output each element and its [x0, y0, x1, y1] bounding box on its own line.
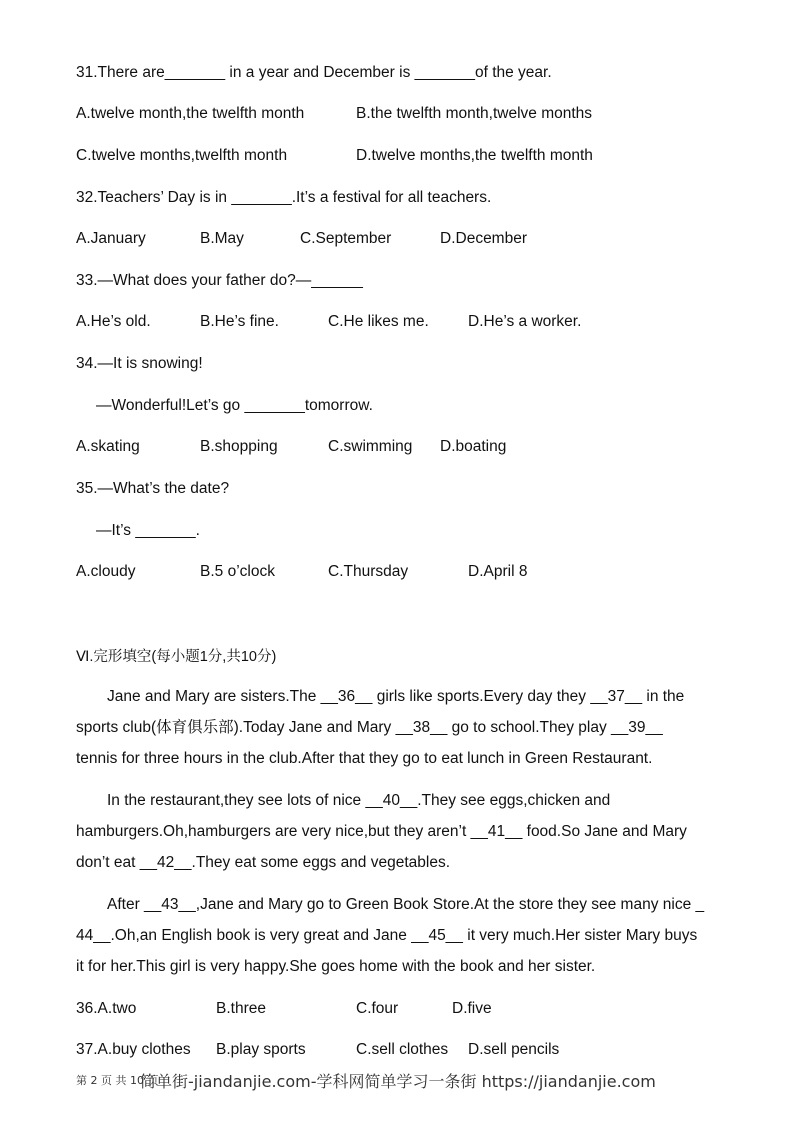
q37-option-c: C.sell clothes: [356, 1041, 449, 1058]
passage-p1-line1: [107, 687, 684, 707]
q32-option-a: A.January: [76, 230, 146, 247]
text: After: [107, 896, 145, 913]
text: don’t eat: [76, 854, 140, 871]
section-6-title: Ⅵ.完形填空(每小题1分,共10分): [76, 649, 277, 665]
blank-43: __43__: [144, 896, 196, 913]
text: in the: [642, 688, 685, 705]
q32-option-b: B.May: [200, 230, 244, 247]
q33-option-d: D.He’s a worker.: [468, 313, 582, 330]
passage-p2-line1: [107, 791, 610, 811]
blank-37: __37__: [590, 688, 643, 705]
q36-option-d: D.five: [452, 1000, 492, 1017]
q34-option-d: D.boating: [440, 438, 507, 455]
q31-option-b: B.the twelfth month,twelve months: [356, 105, 593, 122]
q31-option-a: A.twelve month,the twelfth month: [76, 105, 305, 122]
blank-39: __39__: [611, 719, 663, 736]
q34-option-a: A.skating: [76, 438, 140, 455]
q35-option-a: A.cloudy: [76, 563, 136, 580]
passage-p1-line2: [76, 718, 663, 738]
q31-option-d: D.twelve months,the twelfth month: [356, 147, 593, 164]
page-number: 第 2 页 共 10 页: [76, 1074, 159, 1087]
q37-option-d: D.sell pencils: [468, 1041, 560, 1058]
question-35-reply: —It’s _______.: [96, 522, 200, 539]
q34-option-c: C.swimming: [328, 438, 413, 455]
text: .They see eggs,chicken and: [417, 792, 611, 809]
text: In the restaurant,they see lots of nice: [107, 792, 366, 809]
text: Jane and Mary are sisters.The: [107, 688, 321, 705]
blank-42: __42__: [139, 854, 192, 871]
q36-option-c: C.four: [356, 1000, 399, 1017]
blank-40: __40__: [365, 792, 418, 809]
q32-option-d: D.December: [440, 230, 527, 247]
passage-p3-line1: [107, 895, 704, 915]
question-32-stem: 32.Teachers’ Day is in _______.It’s a festival for all teachers.: [76, 189, 492, 206]
text: girls like sports.Every day they: [372, 688, 591, 705]
text: .Oh,an English book is very great and Jane: [110, 927, 412, 944]
question-34-stem: 34.—It is snowing!: [76, 355, 203, 372]
question-35-stem: 35.—What’s the date?: [76, 480, 230, 497]
text: it very much.Her sister Mary buys: [462, 927, 698, 944]
blank-38: __38__: [395, 719, 448, 736]
q32-option-c: C.September: [300, 230, 392, 247]
q36-option-a: 36.A.two: [76, 1000, 137, 1017]
question-33-stem: 33.—What does your father do?—______: [76, 272, 363, 289]
passage-p2-line3: [76, 853, 450, 873]
blank-45: __45__: [411, 927, 463, 944]
q31-option-c: C.twelve months,twelfth month: [76, 147, 288, 164]
text: hamburgers.Oh,hamburgers are very nice,but they aren’t: [76, 823, 471, 840]
q36-option-b: B.three: [216, 1000, 266, 1017]
passage-p3-line3: it for her.This girl is very happy.She goes home with the book and her sister.: [76, 958, 596, 975]
q35-option-c: C.Thursday: [328, 563, 409, 580]
q33-option-a: A.He’s old.: [76, 313, 151, 330]
text: ,Jane and Mary go to Green Book Store.At the store they see many nice _: [195, 896, 705, 913]
text: go to school.They play: [447, 719, 612, 736]
q33-option-b: B.He’s fine.: [200, 313, 279, 330]
text: food.So Jane and Mary: [522, 823, 687, 840]
q33-option-c: C.He likes me.: [328, 313, 429, 330]
blank-36: __36__: [320, 688, 373, 705]
q35-option-d: D.April 8: [468, 563, 528, 580]
text: .They eat some eggs and vegetables.: [191, 854, 451, 871]
blank-44: 44__: [76, 927, 111, 944]
question-31-stem: 31.There are_______ in a year and December is _______of the year.: [76, 64, 552, 81]
q34-option-b: B.shopping: [200, 438, 278, 455]
question-34-reply: —Wonderful!Let’s go _______tomorrow.: [96, 397, 373, 414]
text: sports club(体育俱乐部).Today Jane and Mary: [76, 719, 396, 736]
passage-p2-line2: [76, 822, 687, 842]
q37-option-a: 37.A.buy clothes: [76, 1041, 191, 1058]
blank-41: __41__: [470, 823, 523, 840]
watermark: 简单街-jiandanjie.com-学科网简单学习一条街 https://jiandanjie.com: [140, 1072, 656, 1091]
q37-option-b: B.play sports: [216, 1041, 306, 1058]
q35-option-b: B.5 o’clock: [200, 563, 275, 580]
passage-p1-line3: tennis for three hours in the club.After that they go to eat lunch in Green Restaurant.: [76, 750, 653, 767]
passage-p3-line2: [76, 926, 697, 946]
